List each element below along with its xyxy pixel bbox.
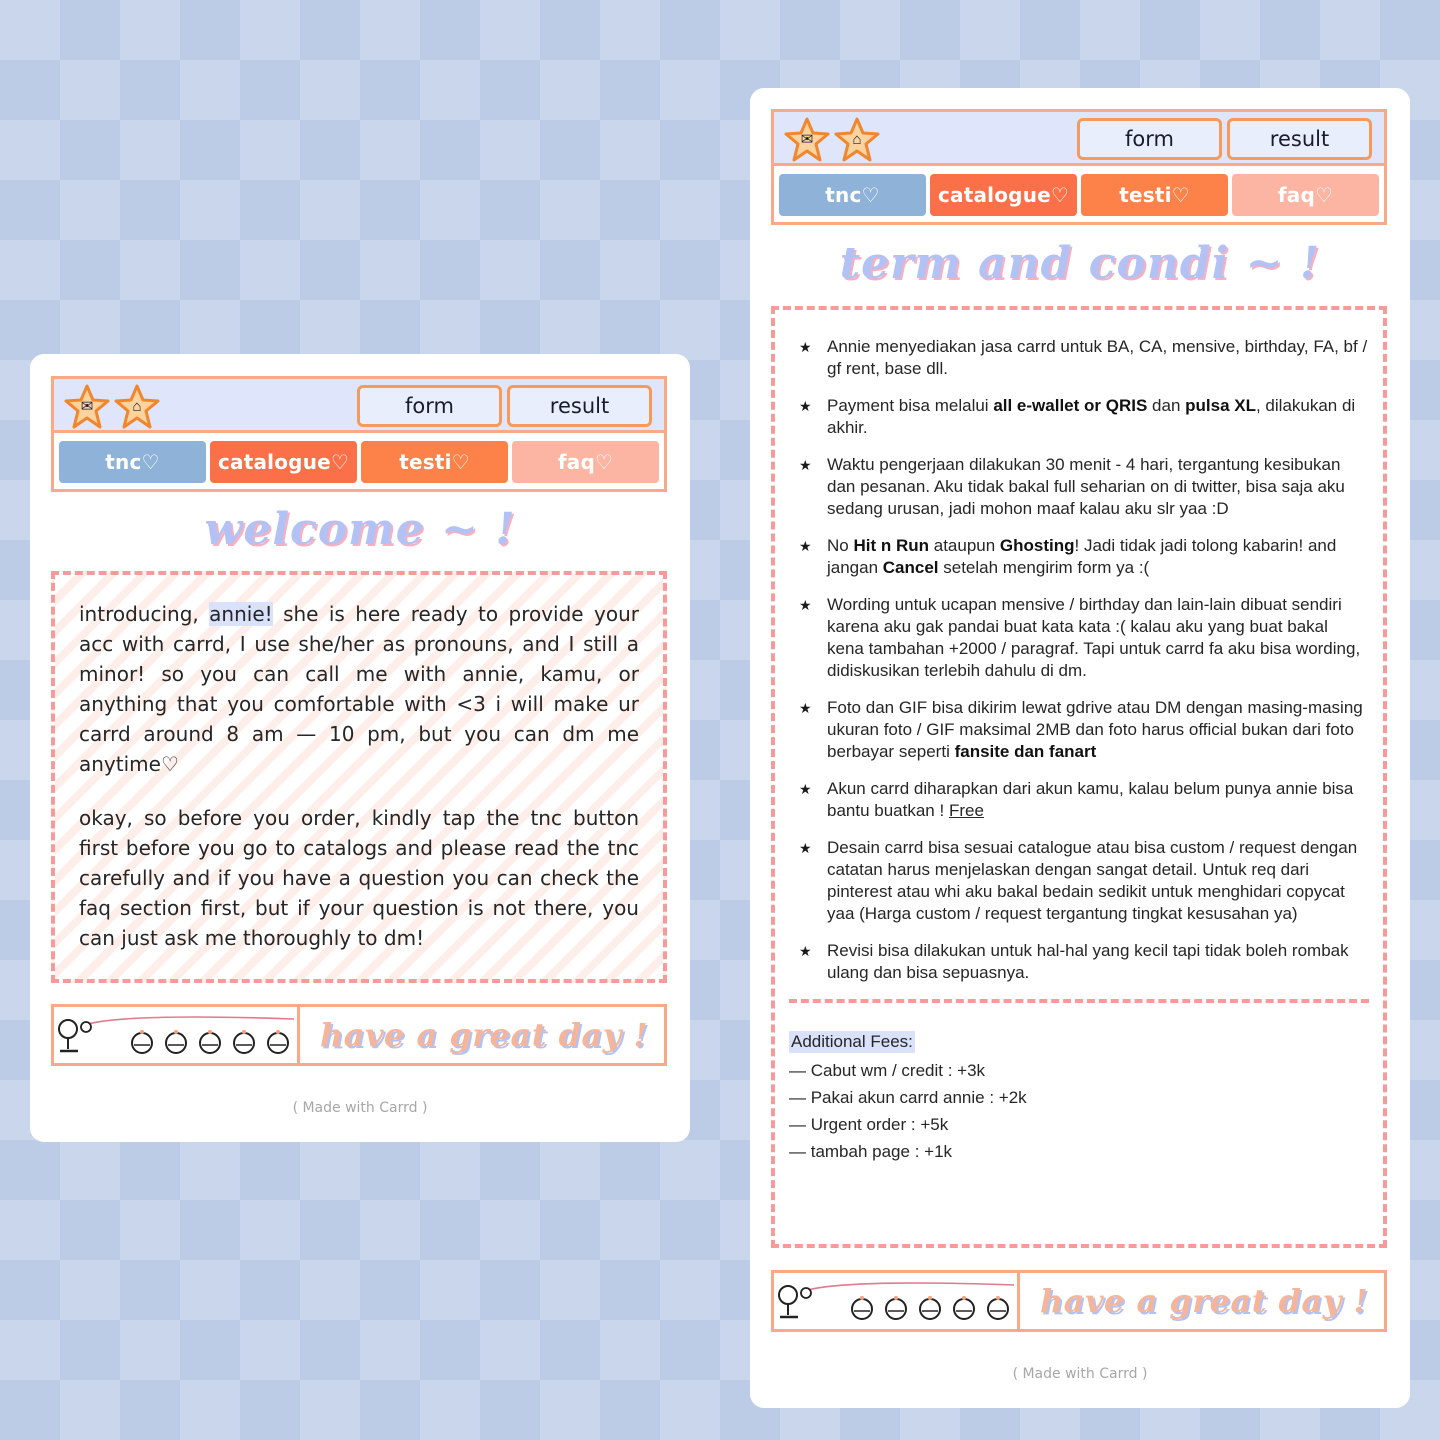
result-button[interactable]: result — [507, 385, 652, 427]
tnc-text: Waktu pengerjaan dilakukan 30 menit - 4 hari, tergantung kesibukan dan pesanan. Aku tidak bakal full seharian on di twitter, bisa saja aku sedang urusan, jadi mohon maaf kalau aku slr yaa :D — [827, 455, 1345, 518]
nav-bar — [771, 109, 1387, 225]
tab-catalogue[interactable]: catalogue♡ — [930, 174, 1077, 216]
tnc-item — [789, 697, 1369, 763]
tnc-text: fansite dan fanart — [954, 742, 1097, 761]
greeting-text: have a great day ! — [319, 1016, 649, 1054]
tnc-item — [789, 535, 1369, 579]
envelope-icon: ✉ — [80, 398, 94, 415]
tnc-card — [750, 88, 1410, 1408]
fee-item: — Urgent order : +5k — [789, 1115, 949, 1134]
name-highlight: annie! — [209, 602, 273, 626]
nav-top-row — [774, 112, 1384, 166]
bunny-doodle — [54, 1007, 300, 1063]
fee-item: — tambah page : +1k — [789, 1142, 953, 1161]
intro-text-start: introducing, — [79, 602, 210, 626]
mail-star-button[interactable] — [64, 384, 110, 430]
tnc-item — [789, 778, 1369, 822]
tab-tnc[interactable]: tnc♡ — [779, 174, 926, 216]
star-bullet-icon: ★ — [799, 943, 812, 959]
home-icon: ⌂ — [132, 398, 142, 415]
footer-banner — [51, 1004, 667, 1066]
tnc-text: Cancel — [882, 558, 939, 577]
tab-tnc[interactable]: tnc♡ — [59, 441, 206, 483]
tnc-item — [789, 594, 1369, 682]
fee-item: — Pakai akun carrd annie : +2k — [789, 1088, 1027, 1107]
tnc-text: all e-wallet or QRIS — [993, 396, 1148, 415]
star-bullet-icon: ★ — [799, 700, 812, 716]
form-button[interactable]: form — [357, 385, 502, 427]
tnc-text: Ghosting — [999, 536, 1075, 555]
tab-row — [779, 174, 1379, 216]
footer-banner — [771, 1270, 1387, 1332]
section-divider — [789, 999, 1369, 1003]
additional-fees — [789, 1031, 1369, 1161]
tab-faq[interactable]: faq♡ — [512, 441, 659, 483]
star-bullet-icon: ★ — [799, 538, 812, 554]
made-with-carrd-link[interactable]: ( Made with Carrd ) — [1012, 1366, 1148, 1382]
tnc-item — [789, 395, 1369, 439]
greeting-text: have a great day ! — [1039, 1282, 1369, 1320]
tnc-text: Wording untuk ucapan mensive / birthday dan lain-lain dibuat sendiri karena aku gak pandai buat kata kata :( kalau aku yang buat bakal kena tambahan +2000 / paragraf. Tapi untuk carrd fa aku bisa wording, didiskusikan terlebih dahulu di dm. — [827, 595, 1361, 680]
star-bullet-icon: ★ — [799, 840, 812, 856]
tnc-text: No — [827, 536, 854, 555]
tnc-panel — [771, 306, 1387, 1248]
star-bullet-icon: ★ — [799, 457, 812, 473]
tab-catalogue[interactable]: catalogue♡ — [210, 441, 357, 483]
fee-item: — Cabut wm / credit : +3k — [789, 1061, 986, 1080]
tnc-text: setelah mengirim form ya :( — [938, 558, 1150, 577]
intro-text-rest: she is here ready to provide your acc with carrd, I use she/her as pronouns, and I still a minor! so you can call me with annie, kamu, or anything that you comfortable with <3 i will make ur carrd around 8 am — 10 pm, but you can dm me anytime♡ — [79, 602, 639, 776]
made-with-carrd-link[interactable]: ( Made with Carrd ) — [292, 1100, 428, 1116]
tnc-text: , dilakukan di akhir. — [827, 396, 1356, 437]
intro-panel — [51, 571, 667, 983]
mail-star-button[interactable] — [784, 117, 830, 163]
star-bullet-icon: ★ — [799, 398, 812, 414]
tnc-text: Foto dan GIF bisa dikirim lewat gdrive atau DM dengan masing-masing ukuran foto / GIF maksimal 2MB dan foto harus official bukan dari foto berbayar seperti — [827, 698, 1363, 761]
tnc-text: Annie menyediakan jasa carrd untuk BA, CA, mensive, birthday, FA, bf / gf rent, base dll. — [827, 337, 1368, 378]
nav-top-row — [54, 379, 664, 433]
order-paragraph: okay, so before you order, kindly tap the tnc button first before you go to catalogs and please read the tnc carefully and if you have a question you can check the faq section first, but if your question is not there, you can just ask me thoroughly to dm! — [79, 806, 639, 950]
tnc-text: ataupun — [929, 536, 1000, 555]
tnc-list — [789, 336, 1369, 984]
home-icon: ⌂ — [852, 131, 862, 148]
tab-faq[interactable]: faq♡ — [1232, 174, 1379, 216]
tnc-item — [789, 336, 1369, 380]
star-bullet-icon: ★ — [799, 781, 812, 797]
form-button[interactable]: form — [1077, 118, 1222, 160]
tnc-item — [789, 454, 1369, 520]
envelope-icon: ✉ — [800, 131, 814, 148]
free-link[interactable]: Free — [948, 801, 984, 820]
tnc-text: Desain carrd bisa sesuai catalogue atau bisa custom / request dengan catatan harus menjelaskan dengan sangat detail. Untuk req dari pinterest atau whi aku bakal bedain sedikit untuk menghidari copycat yaa (Harga custom / request tergantung tingkat kesusahan ya) — [827, 838, 1358, 923]
tab-testi[interactable]: testi♡ — [1081, 174, 1228, 216]
tab-testi[interactable]: testi♡ — [361, 441, 508, 483]
tnc-item — [789, 837, 1369, 925]
tnc-text: pulsa XL — [1185, 396, 1256, 415]
tab-row — [59, 441, 659, 483]
page-title: welcome ~ ! — [204, 504, 516, 555]
welcome-card — [30, 354, 690, 1142]
home-star-button[interactable] — [834, 117, 880, 163]
tnc-text: Payment bisa melalui — [827, 396, 994, 415]
tnc-text: Hit n Run — [853, 536, 930, 555]
page-title: term and condi ~ ! — [839, 238, 1321, 289]
result-button[interactable]: result — [1227, 118, 1372, 160]
star-bullet-icon: ★ — [799, 597, 812, 613]
home-star-button[interactable] — [114, 384, 160, 430]
tnc-text: Revisi bisa dilakukan untuk hal-hal yang kecil tapi tidak boleh rombak ulang dan bisa sepuasnya. — [827, 941, 1349, 982]
tnc-text: Akun carrd diharapkan dari akun kamu, kalau belum punya annie bisa bantu buatkan ! — [827, 779, 1354, 820]
fees-title: Additional Fees: — [791, 1032, 913, 1051]
star-bullet-icon: ★ — [799, 339, 812, 355]
intro-paragraph — [79, 599, 639, 779]
tnc-text: dan — [1147, 396, 1186, 415]
bunny-doodle — [774, 1273, 1020, 1329]
tnc-item — [789, 940, 1369, 984]
tnc-text: ! Jadi tidak jadi tolong kabarin! and jangan — [827, 536, 1337, 577]
nav-bar — [51, 376, 667, 492]
